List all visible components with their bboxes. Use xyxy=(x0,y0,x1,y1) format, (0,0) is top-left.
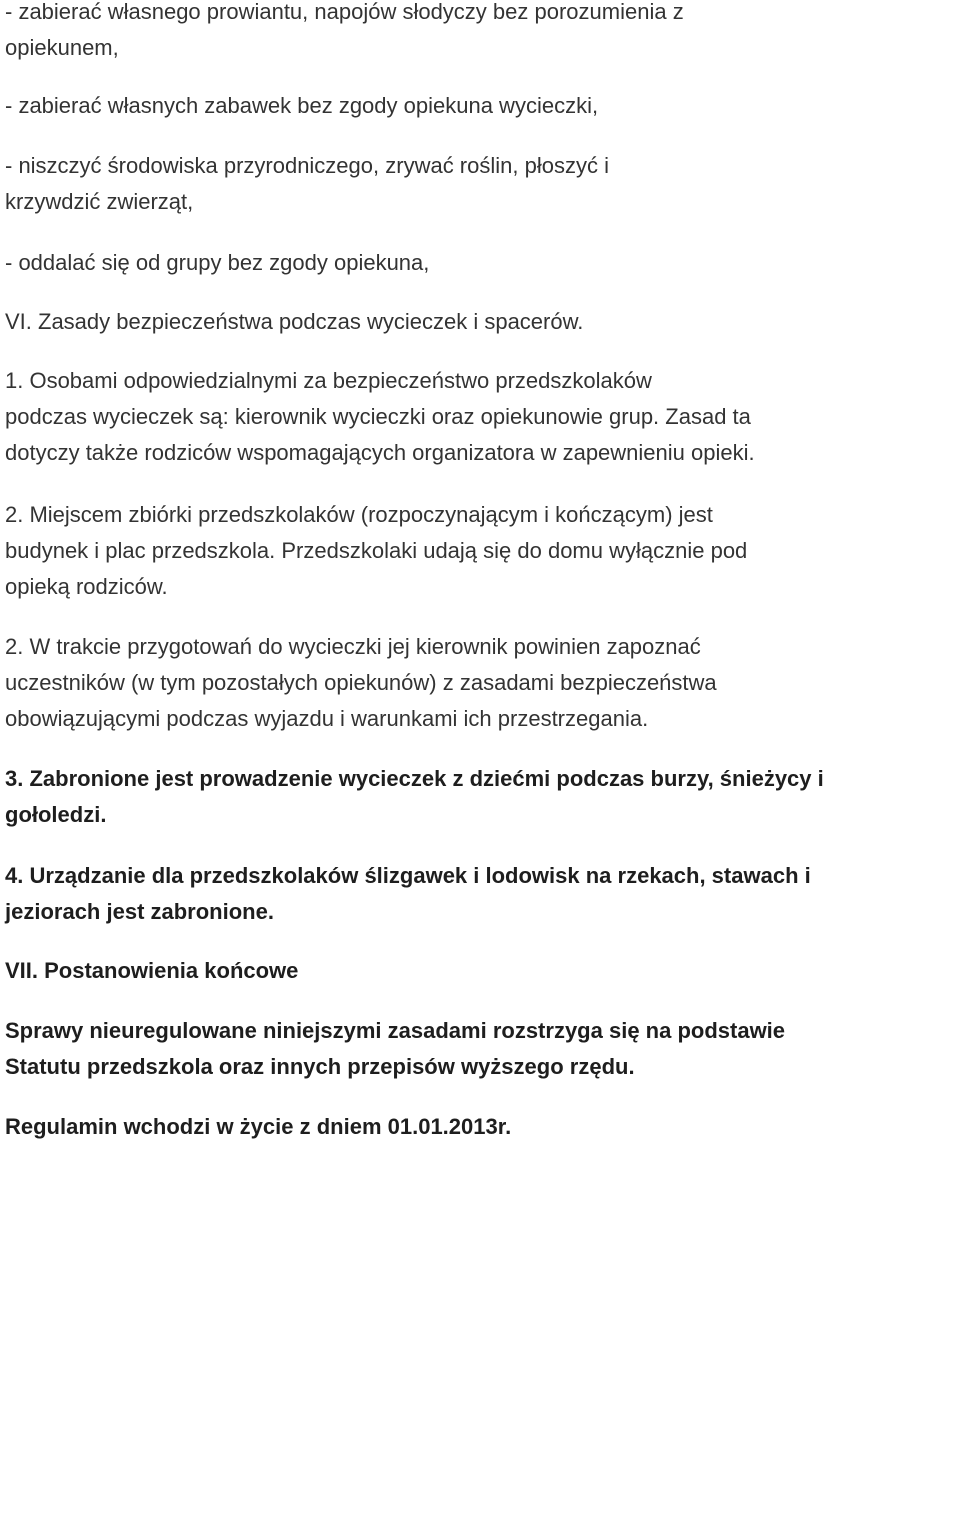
text-line: gołoledzi. xyxy=(5,802,107,827)
text-line: 2. Miejscem zbiórki przedszkolaków (rozpoczynającym i kończącym) jest xyxy=(5,502,713,527)
text-line: budynek i plac przedszkola. Przedszkolaki udają się do domu wyłącznie pod xyxy=(5,538,748,563)
text-line: 4. Urządzanie dla przedszkolaków ślizgawek i lodowisk na rzekach, stawach i xyxy=(5,863,811,888)
text-line: Regulamin wchodzi w życie z dniem 01.01.2013r. xyxy=(5,1114,512,1139)
rule-paragraph-1 xyxy=(5,363,755,471)
text-line: krzywdzić zwierząt, xyxy=(5,189,194,214)
text-line: podczas wycieczek są: kierownik wycieczki oraz opiekunowie grup. Zasad ta xyxy=(5,404,751,429)
text-line: - zabierać własnego prowiantu, napojów słodyczy bez porozumienia z xyxy=(5,0,684,24)
text-line: obowiązującymi podczas wyjazdu i warunkami ich przestrzegania. xyxy=(5,706,649,731)
text-line: - niszczyć środowiska przyrodniczego, zrywać roślin, płoszyć i xyxy=(5,153,609,178)
rule-paragraph-4 xyxy=(5,858,811,930)
prohibition-item-environment xyxy=(5,148,609,220)
section-heading-vii xyxy=(5,953,298,989)
rule-paragraph-2-meeting-point xyxy=(5,497,747,605)
text-line: 1. Osobami odpowiedzialnymi za bezpieczeństwo przedszkolaków xyxy=(5,368,652,393)
rule-paragraph-2-preparation xyxy=(5,629,717,737)
text-line: - oddalać się od grupy bez zgody opiekuna, xyxy=(5,250,430,275)
text-line: VII. Postanowienia końcowe xyxy=(5,958,299,983)
section-heading-vi xyxy=(5,304,583,340)
prohibition-item-leaving-group xyxy=(5,245,429,281)
text-line: jeziorach jest zabronione. xyxy=(5,899,274,924)
text-line: - zabierać własnych zabawek bez zgody opiekuna wycieczki, xyxy=(5,93,599,118)
prohibition-item-toys xyxy=(5,88,598,124)
text-line: Statutu przedszkola oraz innych przepisów wyższego rzędu. xyxy=(5,1054,635,1079)
text-line: Sprawy nieuregulowane niniejszymi zasadami rozstrzyga się na podstawie xyxy=(5,1018,786,1043)
prohibition-item-provisions xyxy=(5,0,684,66)
rule-paragraph-3 xyxy=(5,761,824,833)
final-provisions-paragraph xyxy=(5,1013,785,1085)
text-line: 2. W trakcie przygotowań do wycieczki jej kierownik powinien zapoznać xyxy=(5,634,701,659)
text-line: VI. Zasady bezpieczeństwa podczas wycieczek i spacerów. xyxy=(5,309,584,334)
effective-date-statement xyxy=(5,1109,511,1145)
text-line: opiekunem, xyxy=(5,35,119,60)
text-line: opieką rodziców. xyxy=(5,574,168,599)
text-line: uczestników (w tym pozostałych opiekunów) z zasadami bezpieczeństwa xyxy=(5,670,717,695)
text-line: 3. Zabronione jest prowadzenie wycieczek z dziećmi podczas burzy, śnieżycy i xyxy=(5,766,824,791)
text-line: dotyczy także rodziców wspomagających organizatora w zapewnieniu opieki. xyxy=(5,440,755,465)
